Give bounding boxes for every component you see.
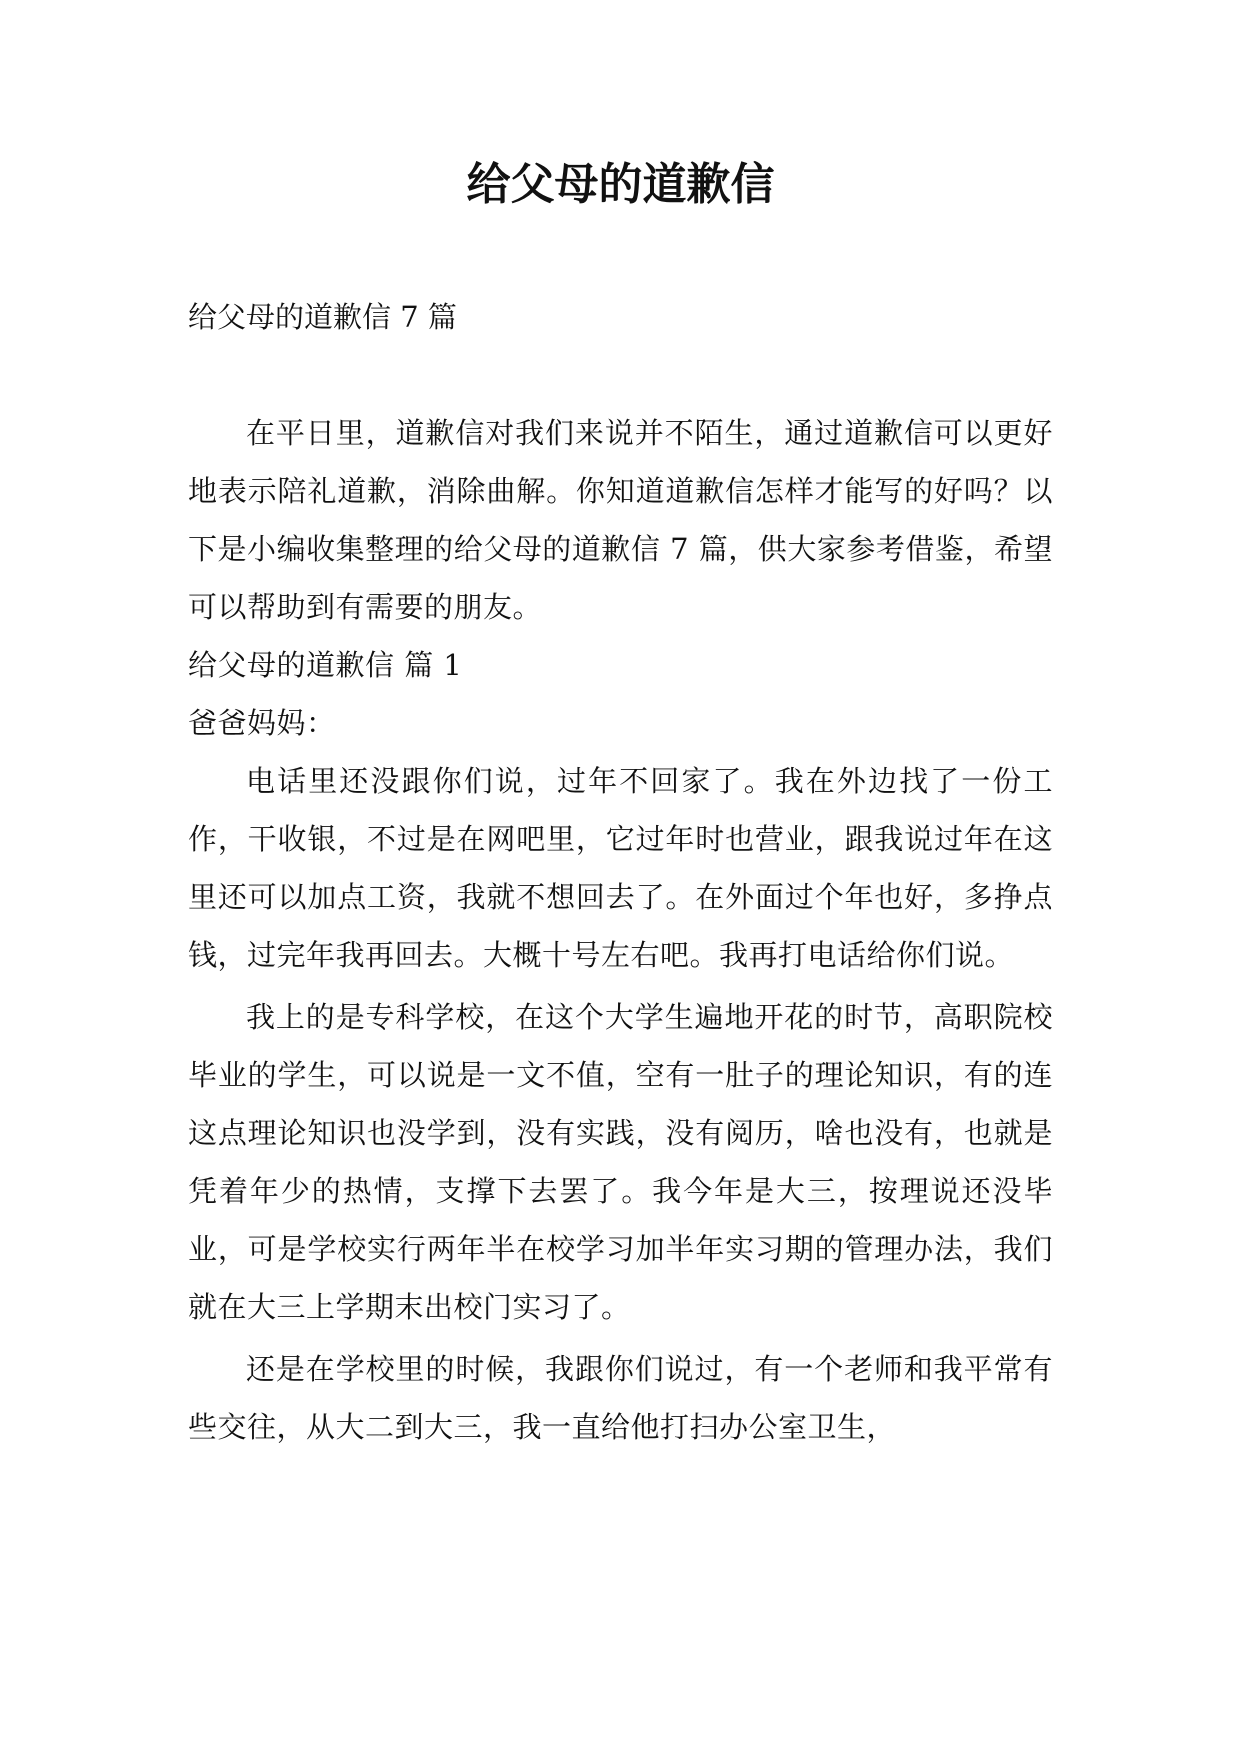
salutation: 爸爸妈妈： — [188, 706, 336, 740]
document-subtitle: 给父母的道歉信 7 篇 — [188, 300, 457, 334]
intro-paragraph: 在平日里，道歉信对我们来说并不陌生，通过道歉信可以更好地表示陪礼道歉，消除曲解。你知道道歉信怎样才能写的好吗？以下是小编收集整理的给父母的道歉信 7 篇，供大家参考借鉴，希望可以帮助到有需要的朋友。 — [188, 416, 1053, 624]
section-heading: 给父母的道歉信 篇 1 — [188, 648, 463, 682]
page-title: 给父母的道歉信 — [466, 159, 775, 210]
body-paragraph: 我上的是专科学校，在这个大学生遍地开花的时节，高职院校毕业的学生，可以说是一文不值，空有一肚子的理论知识，有的连这点理论知识也没学到，没有实践，没有阅历，啥也没有，也就是凭着年少的热情，支撑下去罢了。我今年是大三，按理说还没毕业，可是学校实行两年半在校学习加半年实习期的管理办法，我们就在大三上学期末出校门实习了。 — [188, 1000, 1053, 1324]
document-body — [188, 404, 1053, 1456]
body-paragraph: 还是在学校里的时候，我跟你们说过，有一个老师和我平常有些交往，从大二到大三，我一直给他打扫办公室卫生， — [188, 1352, 1053, 1444]
body-paragraph: 电话里还没跟你们说，过年不回家了。我在外边找了一份工作，干收银，不过是在网吧里，它过年时也营业，跟我说过年在这里还可以加点工资，我就不想回去了。在外面过个年也好，多挣点钱，过完年我再回去。大概十号左右吧。我再打电话给你们说。 — [188, 764, 1053, 972]
